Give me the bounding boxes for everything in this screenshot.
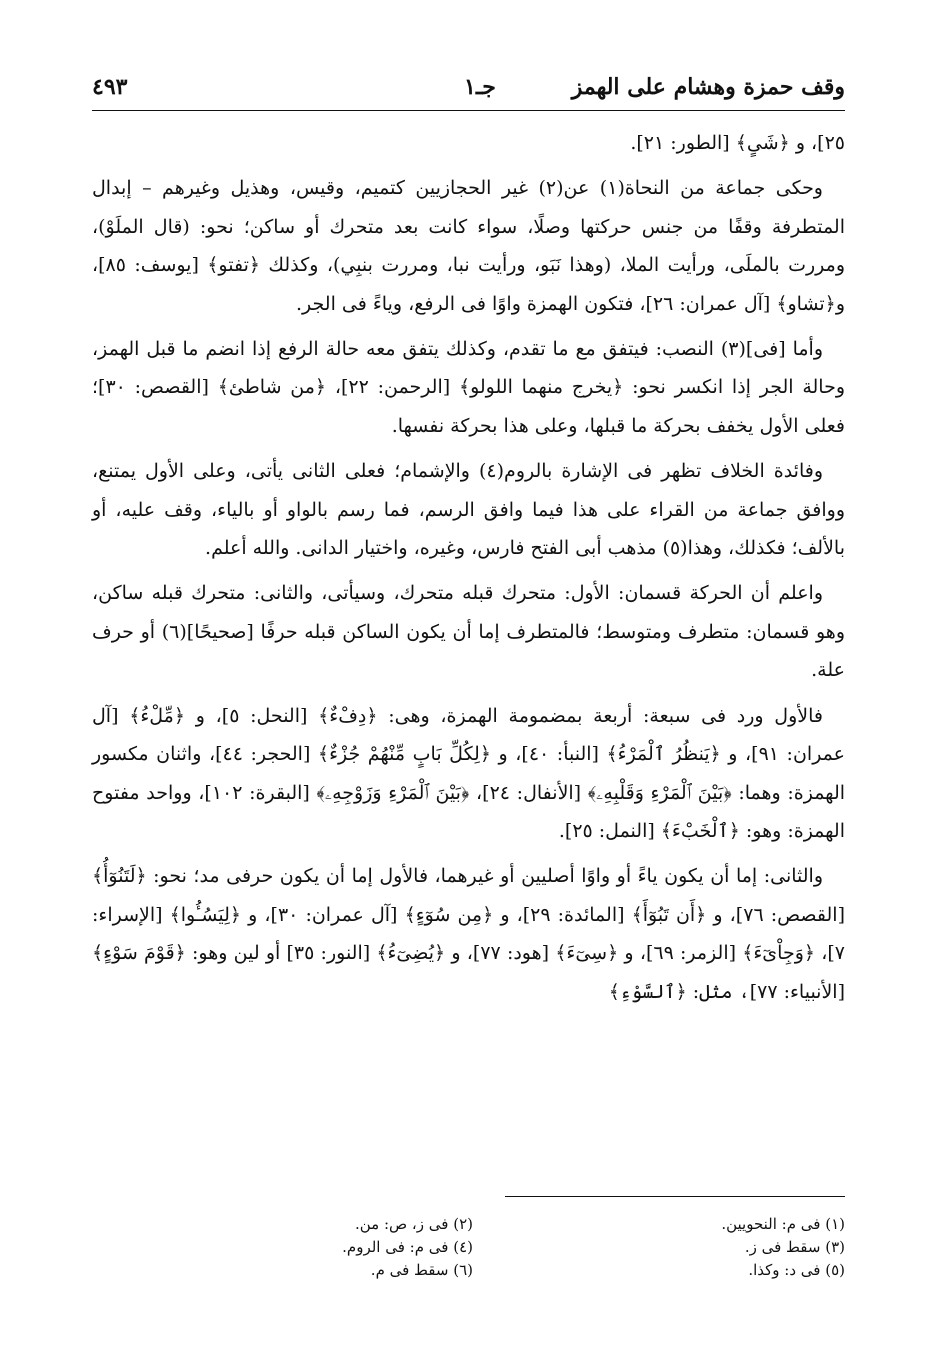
footnote-separator <box>505 1196 845 1197</box>
footnote: (٣) سقط فى ز. <box>744 1238 845 1256</box>
volume-number: جـ١ <box>464 74 496 100</box>
main-text <box>92 124 845 1018</box>
paragraph: فالأول ورد فى سبعة: أربعة بمضمومة الهمزة، وهى: ﴿دِفْءٌ﴾ [النحل: ٥]، و ﴿مِّلْءُ﴾ [آل عمران: ٩١]، و ﴿يَنظُرُ ٱلْمَرْءُ﴾ [النبأ: ٤٠]، و ﴿لِكُلِّ بَابٍ مِّنْهُمْ جُزْءٌ﴾ [الحجر: ٤٤]، واثنان مكسور الهمزة: وهما: ﴿بَيْنَ ٱلْمَرْءِ وَقَلْبِهِۦ﴾ [الأنفال: ٢٤]، ﴿بَيْنَ ٱلْمَرْءِ وَزَوْجِهِۦ﴾ [البقرة: ١٠٢]، وواحد مفتوح الهمزة: وهو: ﴿ٱلْخَبْءَ﴾ [النمل: ٢٥]. <box>92 704 846 842</box>
paragraph: وأما [فى](٣) النصب: فيتفق مع ما تقدم، وكذلك يتفق معه حالة الرفع إذا انضم ما قبل الهمز، وحالة الجر إذا انكسر نحو: ﴿يخرج منهما اللولو﴾ [الرحمن: ٢٢]، ﴿من شاطئ﴾ [القصص: ٣٠]؛ فعلى الأول يخفف بحركة ما قبلها، وعلى هذا بحركة نفسها. <box>92 338 846 437</box>
running-title: وقف حمزة وهشام على الهمز <box>571 74 845 100</box>
paragraph: وحكى جماعة من النحاة(١) عن(٢) غير الحجازيين كتميم، وقيس، وهذيل وغيرهم – إبدال المتطرفة وقفًا من جنس حركتها وصلًا، سواء كانت بعد متحرك أو ساكن؛ نحو: (قال الملَوْ)، ومررت بالملَى، ورأيت الملا، (وهذا نَبَو، ورأيت نبا، ومررت بنبِي)، وكذلك ﴿تفتو﴾ [يوسف: ٨٥]، و﴿تشاو﴾ [آل عمران: ٢٦]، فتكون الهمزة واوًا فى الرفع، وياءً فى الجر. <box>92 177 845 315</box>
footnote: (٤) فى م: فى الروم. <box>342 1238 473 1256</box>
footnote-column-left <box>113 1213 473 1282</box>
paragraph: وفائدة الخلاف تظهر فى الإشارة بالروم(٤) والإشمام؛ فعلى الثانى يأتى، وعلى الأول يمتنع، ووافق جماعة من القراء على هذا فيما وافق الرسم، فما رسم بالواو أو بالياء، وقف عليه، أو بالألف؛ فكذلك، وهذا(٥) مذهب أبى الفتح فارس، وغيره، واختيار الدانى. والله أعلم. <box>92 460 845 560</box>
footnote: (٦) سقط فى م. <box>370 1261 473 1279</box>
paragraph: واعلم أن الحركة قسمان: الأول: متحرك قبله متحرك، وسيأتى، والثانى: متحرك قبله ساكن، وهو قسمان: متطرف ومتوسط؛ فالمتطرف إما أن يكون الساكن قبله حرفًا [صحيحًا](٦) أو حرف علة. <box>92 582 845 682</box>
paragraph: والثانى: إما أن يكون ياءً أو واوًا أصليين أو غيرهما، فالأول إما أن يكون حرفى مد؛ نحو: ﴿لَتَنُوٓأُ﴾ [القصص: ٧٦]، و ﴿أَن تَبُوٓأَ﴾ [المائدة: ٢٩]، و ﴿مِن سُوٓءٍ﴾ [آل عمران: ٣٠]، و ﴿لِيَسُـُٔوا﴾ [الإسراء: ٧]، ﴿وَجِاْىٓءَ﴾ [الزمر: ٦٩]، و ﴿سِىٓءَ﴾ [هود: ٧٧]، و ﴿يُضِىٓءُ﴾ [النور: ٣٥] أو لين وهو: ﴿قَوْمَ سَوْءٍ﴾ [الأنبياء: ٧٧]، مثل: ﴿ٱلسَّوْءِ﴾ <box>92 865 845 1003</box>
page-number: ٤٩٣ <box>92 74 128 100</box>
footnote: (٥) فى د: وكذا. <box>748 1261 845 1279</box>
paragraph-continuation: ٢٥]، و ﴿شَىٍ﴾ [الطور: ٢١]. <box>630 132 845 154</box>
footnote: (٢) فى ز، ص: من. <box>354 1215 473 1233</box>
footnote: (١) فى م: النحويين. <box>721 1215 845 1233</box>
page-header <box>92 70 845 111</box>
footnote-column-right <box>485 1213 845 1282</box>
